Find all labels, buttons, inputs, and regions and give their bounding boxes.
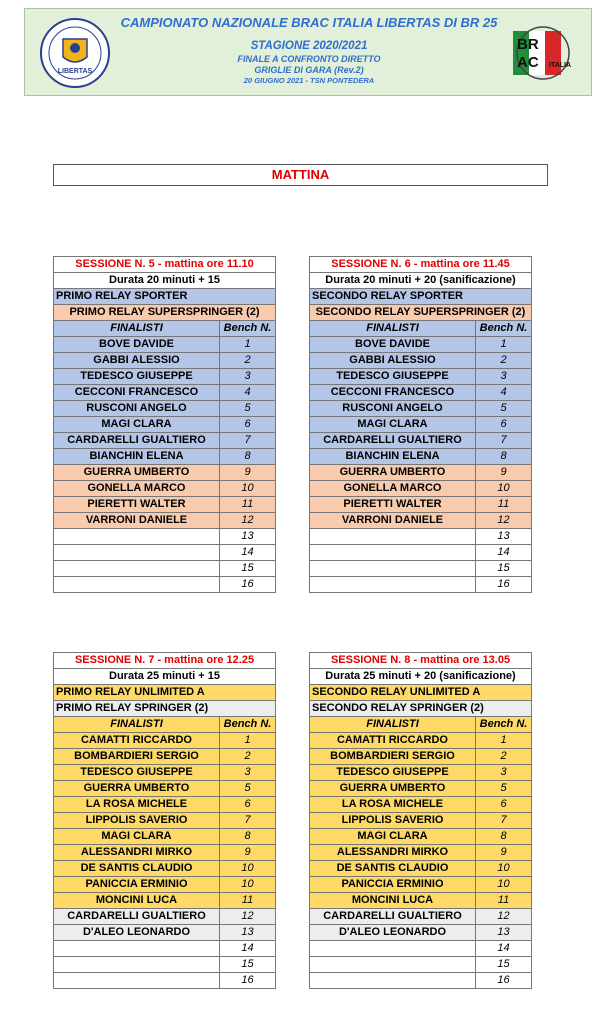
table-row [54,941,276,957]
bench-number: 10 [476,877,532,893]
finalist-name [54,941,220,957]
table-row [54,561,276,577]
bench-number: 15 [476,957,532,973]
table-row [310,369,532,385]
finalist-name: BOMBARDIERI SERGIO [54,749,220,765]
table-row [54,497,276,513]
table-row [54,925,276,941]
table-row [310,893,532,909]
col-header-bench: Bench N. [476,321,532,337]
table-row [310,925,532,941]
bench-number: 16 [220,973,276,989]
table-row [54,797,276,813]
bench-number: 7 [220,433,276,449]
bench-number: 2 [476,353,532,369]
session-title: SESSIONE N. 8 - mattina ore 13.05 [310,653,532,669]
header-banner [24,8,592,96]
table-row [54,353,276,369]
col-header-bench: Bench N. [220,321,276,337]
bench-number: 5 [476,781,532,797]
finalist-name: TEDESCO GIUSEPPE [54,765,220,781]
bench-number: 9 [476,845,532,861]
finalist-name [54,957,220,973]
relay-secondary: PRIMO RELAY SPRINGER (2) [54,701,276,717]
bench-number: 13 [476,925,532,941]
bench-number: 9 [476,465,532,481]
relay-primary: PRIMO RELAY UNLIMITED A [54,685,276,701]
finalist-name: CAMATTI RICCARDO [310,733,476,749]
finalist-name: BOVE DAVIDE [54,337,220,353]
bench-number: 7 [476,433,532,449]
table-row [310,385,532,401]
bench-number: 11 [220,497,276,513]
finalist-name: MAGI CLARA [310,829,476,845]
relay-secondary: SECONDO RELAY SPRINGER (2) [310,701,532,717]
bench-number: 7 [220,813,276,829]
table-row [54,465,276,481]
table-row [310,417,532,433]
bench-number: 10 [220,877,276,893]
relay-secondary: SECONDO RELAY SUPERSPRINGER (2) [310,305,532,321]
finalist-name [310,941,476,957]
finalist-name: RUSCONI ANGELO [310,401,476,417]
svg-text:ITALIA: ITALIA [549,62,572,69]
bench-number: 14 [220,545,276,561]
bench-number: 14 [476,941,532,957]
table-row [310,481,532,497]
finalist-name: TEDESCO GIUSEPPE [310,369,476,385]
table-row [54,577,276,593]
table-row [310,749,532,765]
finalist-name [54,529,220,545]
bench-number: 10 [476,861,532,877]
finalist-name: CARDARELLI GUALTIERO [310,433,476,449]
finalist-name: LA ROSA MICHELE [54,797,220,813]
session-table-8 [309,652,532,989]
bench-number: 11 [476,893,532,909]
bench-number: 16 [220,577,276,593]
bench-number: 1 [476,337,532,353]
col-header-finalists: FINALISTI [310,321,476,337]
table-row [310,845,532,861]
finalist-name [310,545,476,561]
table-row [54,973,276,989]
table-row [310,877,532,893]
table-row [54,877,276,893]
bench-number: 6 [476,797,532,813]
bench-number: 2 [220,749,276,765]
table-row [310,561,532,577]
table-row [54,513,276,529]
table-row [310,465,532,481]
table-row [310,337,532,353]
bench-number: 9 [220,845,276,861]
table-row [310,529,532,545]
table-row [310,401,532,417]
bench-number: 3 [220,369,276,385]
bench-number: 8 [476,449,532,465]
finalist-name: BIANCHIN ELENA [310,449,476,465]
finalist-name: LIPPOLIS SAVERIO [310,813,476,829]
finalist-name: BOVE DAVIDE [310,337,476,353]
finalist-name: CECCONI FRANCESCO [310,385,476,401]
relay-primary: PRIMO RELAY SPORTER [54,289,276,305]
table-row [54,893,276,909]
bench-number: 14 [476,545,532,561]
bench-number: 1 [476,733,532,749]
table-row [310,497,532,513]
finalist-name: ALESSANDRI MIRKO [310,845,476,861]
table-row [54,417,276,433]
bench-number: 9 [220,465,276,481]
finalist-name [54,577,220,593]
svg-text:BR: BR [517,36,539,53]
finalist-name: DE SANTIS CLAUDIO [54,861,220,877]
finalist-name [54,545,220,561]
bench-number: 6 [220,417,276,433]
bench-number: 1 [220,733,276,749]
bench-number: 10 [476,481,532,497]
table-row [310,909,532,925]
table-row [54,385,276,401]
finalist-name: RUSCONI ANGELO [54,401,220,417]
finalist-name: GABBI ALESSIO [54,353,220,369]
table-row [54,481,276,497]
finalist-name: VARRONI DANIELE [54,513,220,529]
table-row [54,861,276,877]
date-place: 20 GIUGNO 2021 - TSN PONTEDERA [243,76,375,85]
championship-title: CAMPIONATO NAZIONALE BRAC ITALIA LIBERTAS DI BR 25 [120,15,498,30]
finalist-name: BOMBARDIERI SERGIO [310,749,476,765]
bench-number: 11 [220,893,276,909]
finalist-name: ALESSANDRI MIRKO [54,845,220,861]
bench-number: 6 [220,797,276,813]
grid-revision: GRIGLIE DI GARA (Rev.2) [254,65,364,75]
bench-number: 5 [220,781,276,797]
finalist-name: BIANCHIN ELENA [54,449,220,465]
finalist-name: PIERETTI WALTER [310,497,476,513]
bench-number: 14 [220,941,276,957]
bench-number: 15 [476,561,532,577]
bench-number: 11 [476,497,532,513]
col-header-finalists: FINALISTI [310,717,476,733]
finalist-name: LA ROSA MICHELE [310,797,476,813]
finalist-name: CAMATTI RICCARDO [54,733,220,749]
bench-number: 10 [220,481,276,497]
finalist-name: MONCINI LUCA [310,893,476,909]
table-row [310,513,532,529]
session-title: SESSIONE N. 6 - mattina ore 11.45 [310,257,532,273]
table-row [310,765,532,781]
table-row [310,973,532,989]
bench-number: 15 [220,957,276,973]
bench-number: 16 [476,973,532,989]
bench-number: 5 [220,401,276,417]
table-row [54,781,276,797]
table-row [310,545,532,561]
session-table-5 [53,256,276,593]
finalist-name: PANICCIA ERMINIO [310,877,476,893]
table-row [54,369,276,385]
session-table-6 [309,256,532,593]
table-row [310,957,532,973]
table-row [54,529,276,545]
table-row [310,353,532,369]
finalist-name: GONELLA MARCO [310,481,476,497]
finalist-name [54,561,220,577]
finalist-name: MONCINI LUCA [54,893,220,909]
finalist-name: CECCONI FRANCESCO [54,385,220,401]
bench-number: 13 [220,529,276,545]
finalist-name: GUERRA UMBERTO [310,465,476,481]
finalist-name [54,973,220,989]
finalist-name [310,957,476,973]
bench-number: 12 [476,513,532,529]
relay-primary: SECONDO RELAY SPORTER [310,289,532,305]
final-subtitle: FINALE A CONFRONTO DIRETTO [237,54,381,64]
finalist-name: MAGI CLARA [310,417,476,433]
bench-number: 4 [476,385,532,401]
finalist-name: GUERRA UMBERTO [54,465,220,481]
bench-number: 1 [220,337,276,353]
bench-number: 2 [220,353,276,369]
session-duration: Durata 20 minuti + 20 (sanificazione) [310,273,532,289]
finalist-name: GUERRA UMBERTO [54,781,220,797]
finalist-name: TEDESCO GIUSEPPE [310,765,476,781]
finalist-name [310,529,476,545]
table-row [310,861,532,877]
table-row [310,733,532,749]
bench-number: 4 [220,385,276,401]
finalist-name: LIPPOLIS SAVERIO [54,813,220,829]
table-row [54,545,276,561]
finalist-name: D'ALEO LEONARDO [310,925,476,941]
finalist-name: CARDARELLI GUALTIERO [54,433,220,449]
session-table-7 [53,652,276,989]
table-row [310,941,532,957]
table-row [310,829,532,845]
bench-number: 15 [220,561,276,577]
bench-number: 8 [476,829,532,845]
finalist-name: PANICCIA ERMINIO [54,877,220,893]
session-title: SESSIONE N. 5 - mattina ore 11.10 [54,257,276,273]
finalist-name [310,973,476,989]
bench-number: 8 [220,449,276,465]
finalist-name: PIERETTI WALTER [54,497,220,513]
finalist-name: CARDARELLI GUALTIERO [310,909,476,925]
bench-number: 12 [220,909,276,925]
table-row [54,433,276,449]
table-row [54,957,276,973]
finalist-name: VARRONI DANIELE [310,513,476,529]
table-row [310,449,532,465]
bench-number: 12 [220,513,276,529]
table-row [54,829,276,845]
finalist-name: GUERRA UMBERTO [310,781,476,797]
libertas-logo [39,17,111,89]
finalist-name: MAGI CLARA [54,829,220,845]
brac-italia-logo [509,21,577,85]
svg-text:AC: AC [517,54,539,71]
table-row [54,401,276,417]
table-row [54,337,276,353]
svg-text:LIBERTAS: LIBERTAS [57,68,93,75]
finalist-name: GABBI ALESSIO [310,353,476,369]
finalist-name [310,561,476,577]
session-title: SESSIONE N. 7 - mattina ore 12.25 [54,653,276,669]
table-row [54,909,276,925]
bench-number: 7 [476,813,532,829]
col-header-bench: Bench N. [220,717,276,733]
finalist-name: GONELLA MARCO [54,481,220,497]
table-row [310,813,532,829]
session-duration: Durata 20 minuti + 15 [54,273,276,289]
table-row [310,797,532,813]
table-row [54,765,276,781]
table-row [54,813,276,829]
session-duration: Durata 25 minuti + 20 (sanificazione) [310,669,532,685]
bench-number: 12 [476,909,532,925]
table-row [54,845,276,861]
bench-number: 8 [220,829,276,845]
col-header-bench: Bench N. [476,717,532,733]
bench-number: 3 [220,765,276,781]
relay-primary: SECONDO RELAY UNLIMITED A [310,685,532,701]
session-duration: Durata 25 minuti + 15 [54,669,276,685]
finalist-name: D'ALEO LEONARDO [54,925,220,941]
bench-number: 3 [476,369,532,385]
col-header-finalists: FINALISTI [54,717,220,733]
bench-number: 2 [476,749,532,765]
finalist-name: MAGI CLARA [54,417,220,433]
section-title: MATTINA [53,164,548,186]
bench-number: 6 [476,417,532,433]
finalist-name: TEDESCO GIUSEPPE [54,369,220,385]
table-row [310,781,532,797]
finalist-name: DE SANTIS CLAUDIO [310,861,476,877]
bench-number: 13 [476,529,532,545]
bench-number: 13 [220,925,276,941]
relay-secondary: PRIMO RELAY SUPERSPRINGER (2) [54,305,276,321]
table-row [54,749,276,765]
bench-number: 16 [476,577,532,593]
table-row [54,733,276,749]
table-row [54,449,276,465]
season-label: STAGIONE 2020/2021 [250,40,368,52]
bench-number: 3 [476,765,532,781]
finalist-name [310,577,476,593]
finalist-name: CARDARELLI GUALTIERO [54,909,220,925]
col-header-finalists: FINALISTI [54,321,220,337]
table-row [310,577,532,593]
bench-number: 5 [476,401,532,417]
bench-number: 10 [220,861,276,877]
table-row [310,433,532,449]
